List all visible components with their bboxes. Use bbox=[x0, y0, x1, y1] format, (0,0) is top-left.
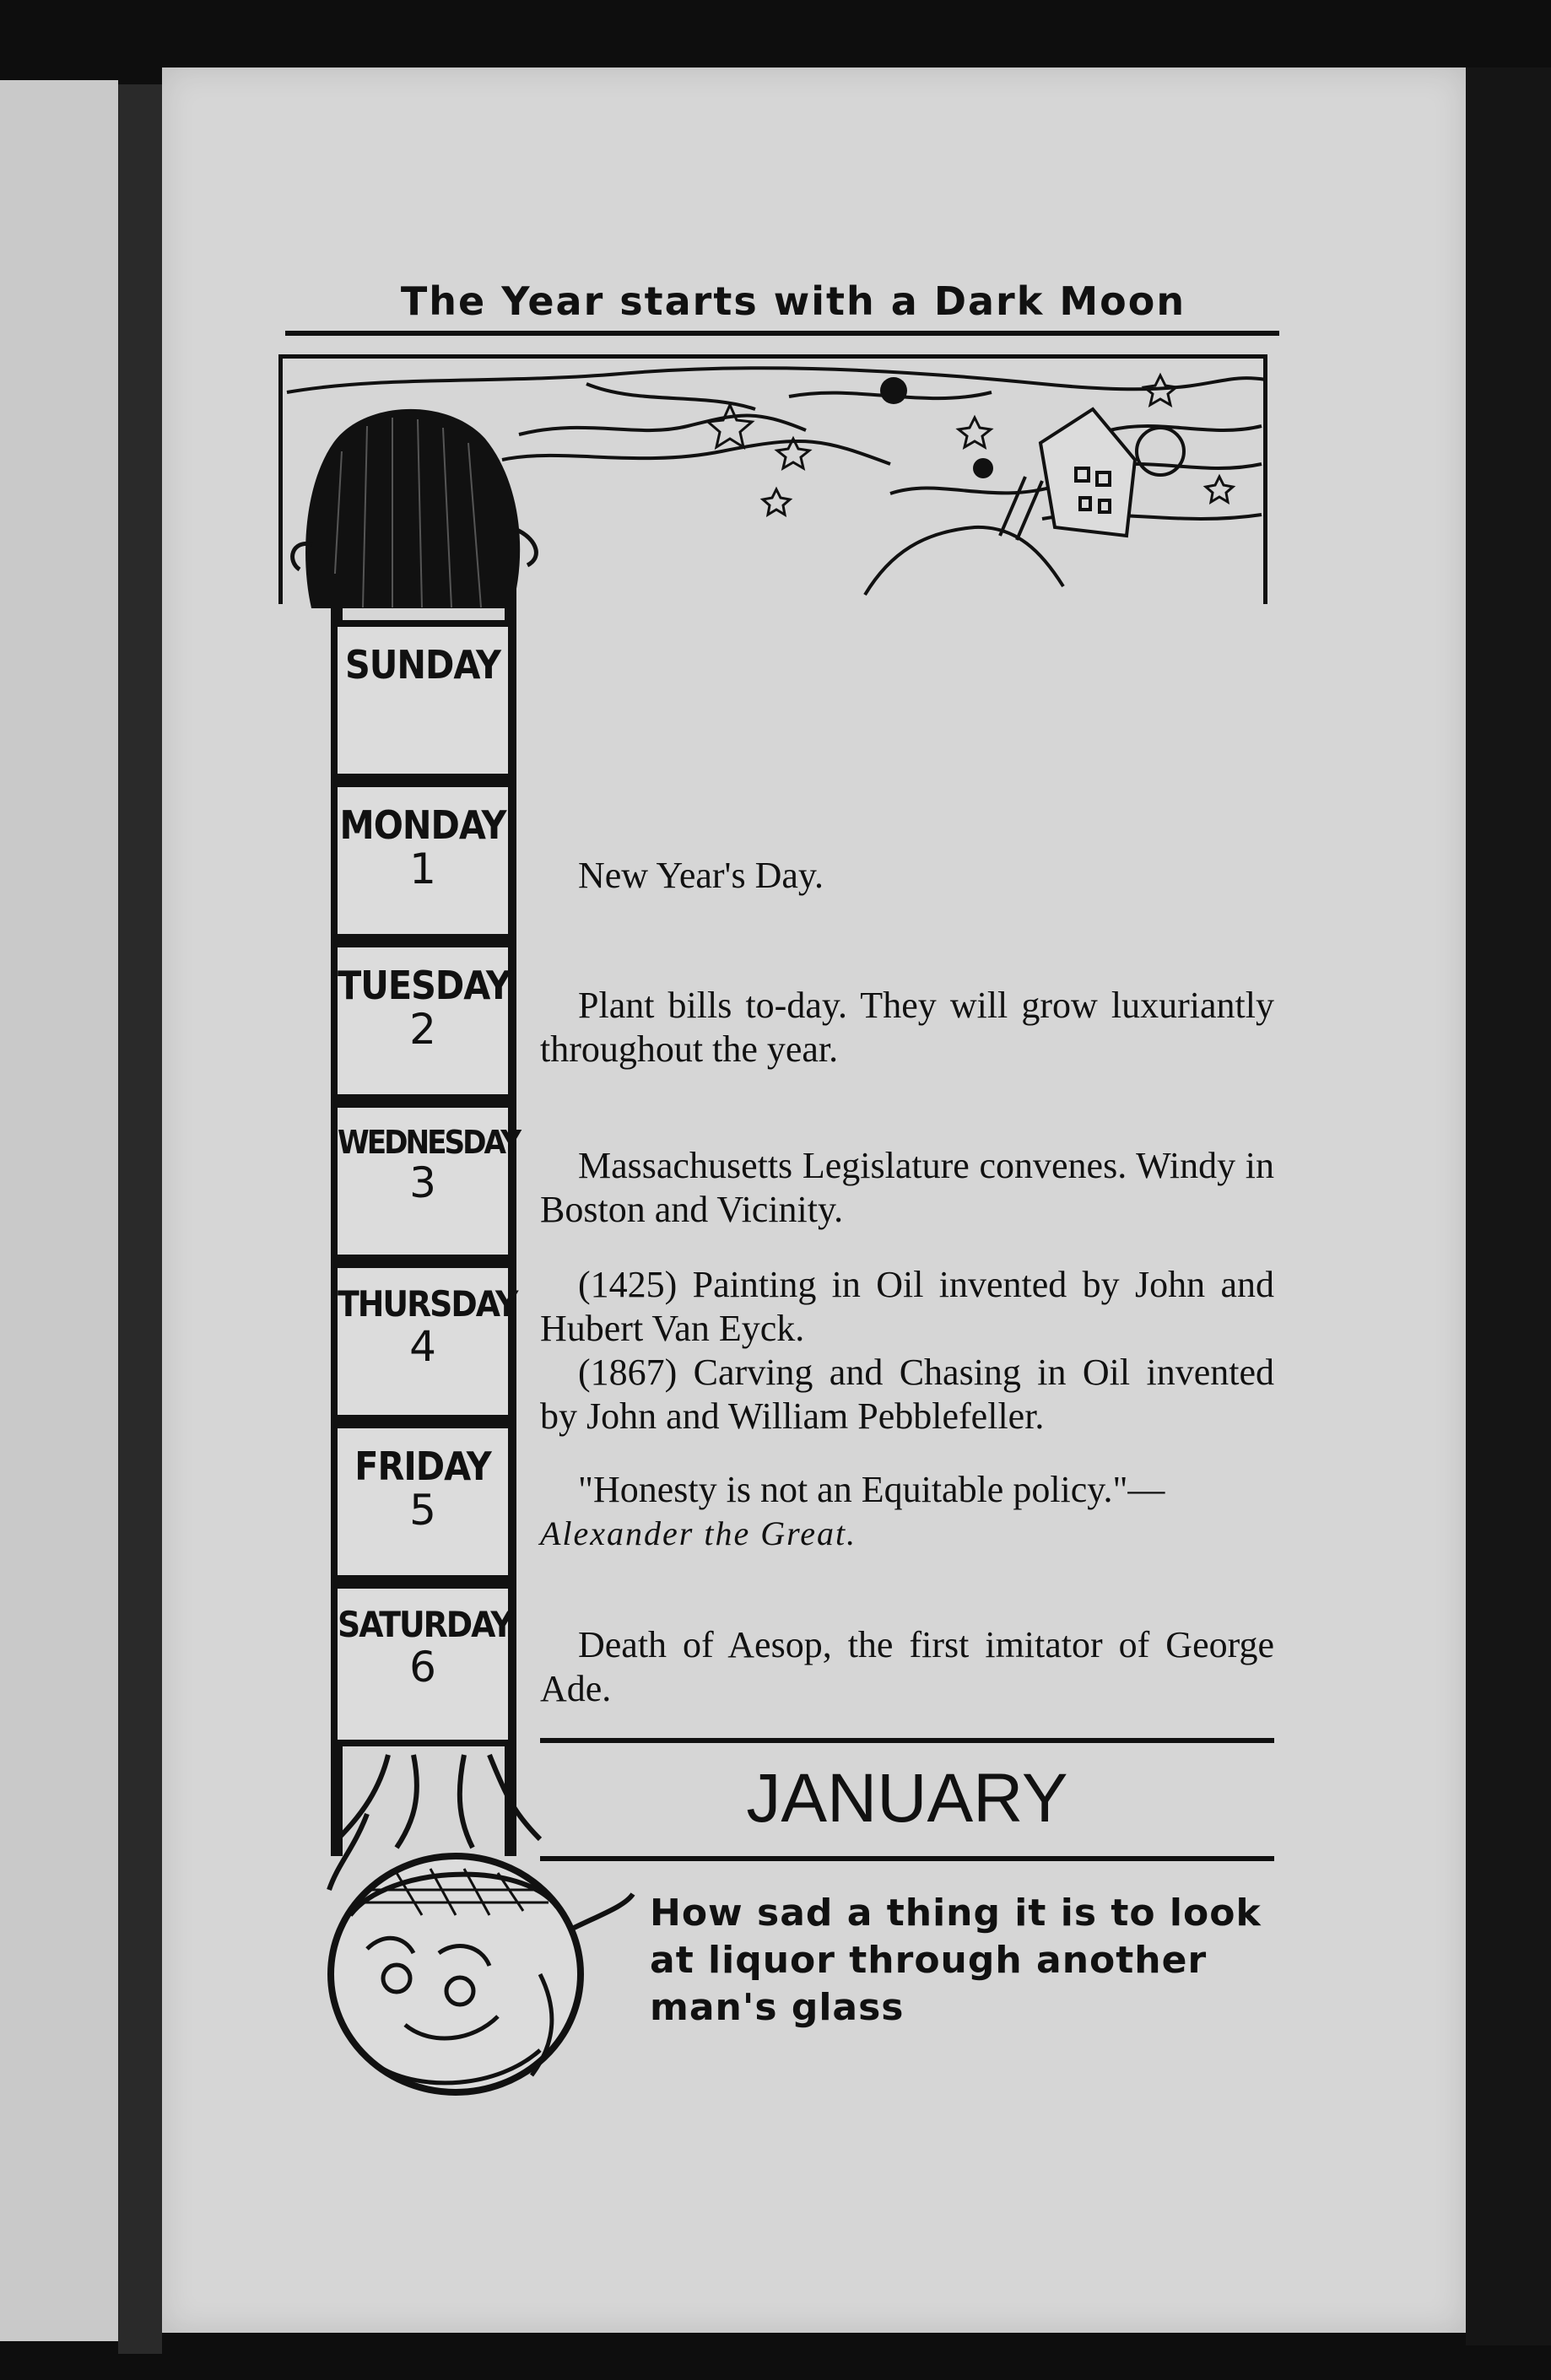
night-sky-drawing bbox=[283, 359, 1272, 608]
header-rule bbox=[285, 331, 1279, 336]
day-number: 2 bbox=[409, 1005, 436, 1054]
entry-text: (1867) Carving and Chasing in Oil invented by John and William Pebblefeller. bbox=[540, 1352, 1274, 1437]
day-number: 4 bbox=[409, 1322, 436, 1371]
night-sky-illustration bbox=[278, 354, 1267, 604]
day-name: SATURDAY bbox=[338, 1604, 512, 1645]
entry-text: New Year's Day. bbox=[578, 855, 824, 896]
day-box-wednesday bbox=[331, 1101, 520, 1261]
entry-text: Massachusetts Legislature convenes. Windy in Boston and Vicinity. bbox=[540, 1145, 1274, 1230]
entry-saturday bbox=[540, 1623, 1274, 1711]
day-box-monday bbox=[331, 780, 515, 941]
day-number: 6 bbox=[409, 1643, 436, 1692]
entry-text: Plant bills to-day. They will grow luxuriantly throughout the year. bbox=[540, 985, 1274, 1070]
day-name: FRIDAY bbox=[354, 1444, 491, 1489]
day-box-sunday bbox=[331, 620, 515, 780]
day-number: 5 bbox=[409, 1486, 436, 1535]
entry-friday bbox=[540, 1468, 1274, 1556]
month-rule-top bbox=[540, 1738, 1274, 1743]
day-name: TUESDAY bbox=[338, 963, 511, 1008]
entry-attribution: Alexander the Great. bbox=[540, 1514, 857, 1552]
day-name: MONDAY bbox=[339, 802, 506, 848]
day-number: 3 bbox=[409, 1158, 436, 1207]
entry-tuesday bbox=[540, 984, 1274, 1071]
page-header: The Year starts with a Dark Moon bbox=[400, 278, 1186, 324]
entry-text: Death of Aesop, the first imitator of George Ade. bbox=[540, 1624, 1274, 1709]
day-name: WEDNESDAY bbox=[338, 1124, 520, 1161]
month-rule-bottom bbox=[540, 1856, 1274, 1861]
day-name: SUNDAY bbox=[345, 642, 500, 688]
day-number: 1 bbox=[409, 845, 436, 893]
day-name: THURSDAY bbox=[338, 1283, 517, 1325]
facing-page-edge bbox=[0, 80, 118, 2341]
entry-wednesday bbox=[540, 1144, 1274, 1232]
entry-monday bbox=[540, 854, 1274, 898]
day-box-thursday bbox=[331, 1261, 515, 1422]
entry-thursday bbox=[540, 1263, 1274, 1438]
entry-thursday-first bbox=[540, 1263, 1274, 1351]
month-title: JANUARY bbox=[746, 1760, 1068, 1837]
day-box-friday bbox=[331, 1422, 515, 1582]
entry-thursday-second bbox=[540, 1351, 1274, 1438]
month-motto: How sad a thing it is to look at liquor through another man's glass bbox=[650, 1892, 1262, 2029]
page-edge-shadow bbox=[1466, 67, 1551, 2345]
book-gutter bbox=[118, 84, 162, 2354]
day-box-tuesday bbox=[331, 941, 515, 1101]
moon-face-figure bbox=[287, 1721, 641, 2101]
entry-quote: "Honesty is not an Equitable policy."— bbox=[578, 1469, 1165, 1510]
entry-text: (1425) Painting in Oil invented by John and Hubert Van Eyck. bbox=[540, 1264, 1274, 1349]
